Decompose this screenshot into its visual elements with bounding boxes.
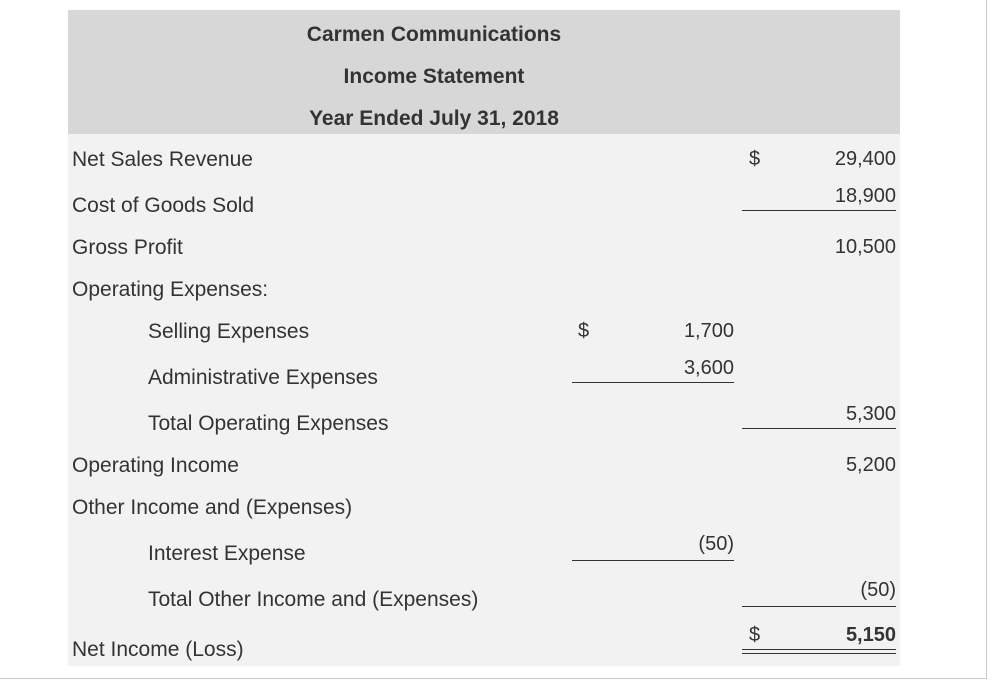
row-label-operating-income: Operating Income xyxy=(72,454,239,477)
underline-cogs xyxy=(742,210,896,211)
value-operating-income: 5,200 xyxy=(845,454,896,476)
value-net-sales: 29,400 xyxy=(834,148,896,170)
value-admin: 3,600 xyxy=(683,357,734,379)
row-label-total-other: Total Other Income and (Expenses) xyxy=(148,588,479,611)
underline-admin xyxy=(572,382,734,383)
row-label-admin: Administrative Expenses xyxy=(148,366,378,389)
underline-total-other xyxy=(742,606,896,607)
value-cogs: 18,900 xyxy=(834,185,896,207)
statement-title: Income Statement xyxy=(343,65,525,88)
dollar-sign-selling: $ xyxy=(578,320,590,342)
company-name: Carmen Communications xyxy=(306,23,562,46)
value-total-opex: 5,300 xyxy=(845,403,896,425)
row-label-selling: Selling Expenses xyxy=(148,320,310,343)
underline-interest xyxy=(572,560,734,561)
value-gross-profit: 10,500 xyxy=(834,236,896,258)
underline-total-opex xyxy=(742,428,896,429)
double-underline-net-income xyxy=(742,649,896,654)
row-label-opex-heading: Operating Expenses: xyxy=(72,278,269,301)
row-label-net-income: Net Income (Loss) xyxy=(72,638,244,661)
statement-period: Year Ended July 31, 2018 xyxy=(309,107,559,130)
income-statement xyxy=(68,10,900,666)
dollar-sign-net-sales: $ xyxy=(749,148,761,170)
row-label-gross-profit: Gross Profit xyxy=(72,236,183,259)
value-net-income: 5,150 xyxy=(845,624,896,646)
row-label-other-heading: Other Income and (Expenses) xyxy=(72,496,353,519)
value-selling: 1,700 xyxy=(683,320,734,342)
row-label-total-opex: Total Operating Expenses xyxy=(148,412,389,435)
value-interest: (50) xyxy=(698,533,734,555)
statement-header xyxy=(68,10,900,134)
row-label-cogs: Cost of Goods Sold xyxy=(72,194,255,217)
value-total-other: (50) xyxy=(860,579,896,601)
row-label-net-sales: Net Sales Revenue xyxy=(72,148,253,171)
row-label-interest: Interest Expense xyxy=(148,542,306,565)
dollar-sign-net-income: $ xyxy=(749,624,761,646)
